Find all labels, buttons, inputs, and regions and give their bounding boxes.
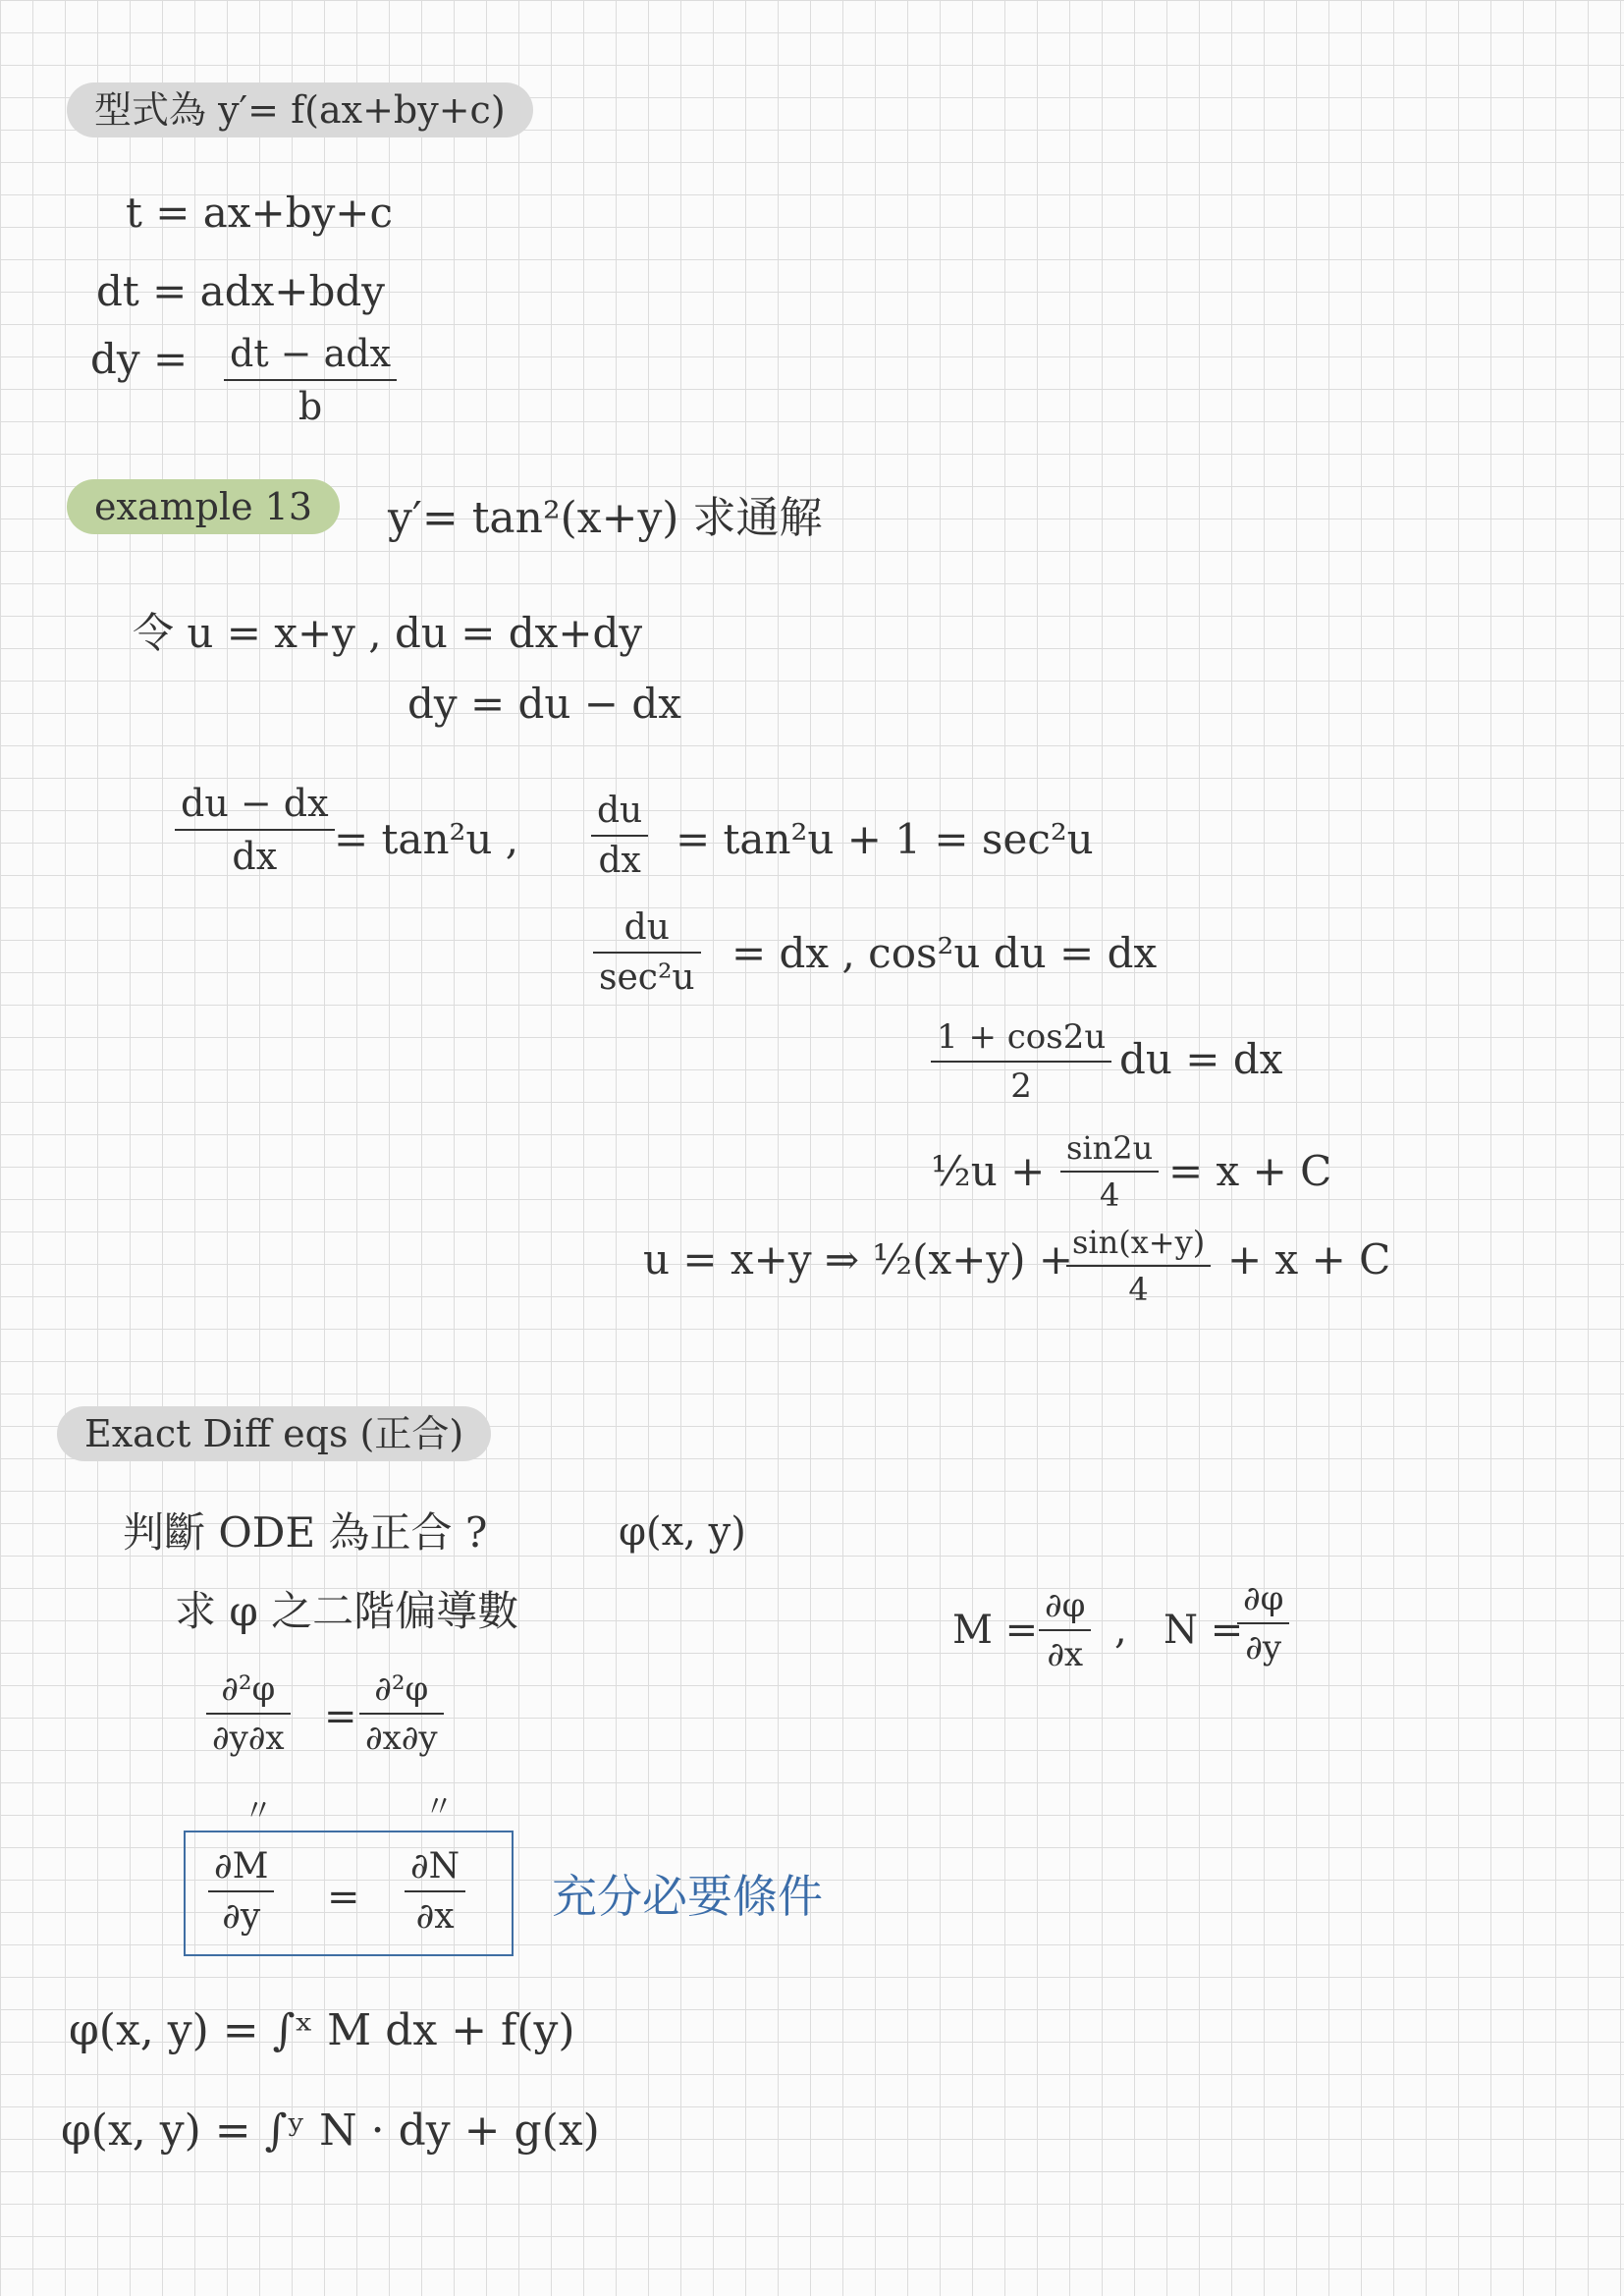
step5-denominator: 4 <box>1128 1271 1149 1308</box>
step4-numerator: sin2u <box>1066 1129 1154 1167</box>
step1-fraction-left <box>175 782 335 878</box>
step1-right-denominator: dx <box>598 841 641 881</box>
section-heading-exact: Exact Diff eqs (正合) <box>57 1406 491 1461</box>
step4-denominator: 4 <box>1099 1176 1120 1214</box>
step5-left-side: u = x+y ⇒ ½(x+y) + <box>643 1235 1074 1284</box>
necessary-sufficient-condition: 充分必要條件 <box>552 1870 823 1923</box>
mixed-right-numerator: ∂²φ <box>374 1669 429 1709</box>
differential-dt: dt = adx+bdy <box>96 267 385 315</box>
m-numerator: ∂φ <box>1045 1586 1086 1625</box>
step3-fraction <box>931 1017 1111 1106</box>
step1-left-numerator: du − dx <box>181 782 329 825</box>
phi-integral-m: φ(x, y) = ∫ˣ M dx + f(y) <box>69 2005 575 2055</box>
step5-right-side: + x + C <box>1227 1235 1391 1284</box>
mixed-equals: = <box>324 1694 357 1739</box>
example-heading: example 13 <box>67 479 340 534</box>
step1-middle: = tan²u , <box>334 815 519 863</box>
section-heading-form: 型式為 y′= f(ax+by+c) <box>67 82 533 137</box>
dy-lhs: dy = <box>90 335 189 383</box>
step1-right-side: = tan²u + 1 = sec²u <box>676 815 1094 863</box>
substitution-t: t = ax+by+c <box>126 189 394 237</box>
m-lhs: M = <box>952 1608 1039 1653</box>
substitution-u: 令 u = x+y , du = dx+dy <box>133 609 643 657</box>
step1-left-denominator: dx <box>232 835 278 878</box>
exact-question: 判斷 ODE 為正合 ? <box>123 1508 488 1557</box>
step3-denominator: 2 <box>1010 1066 1032 1106</box>
step2-denominator: sec²u <box>599 957 695 998</box>
substitution-dy: dy = du − dx <box>407 680 681 728</box>
dy-fraction-numerator: dt − adx <box>230 332 392 375</box>
boxed-left-numerator: ∂M <box>214 1846 269 1886</box>
step5-numerator: sin(x+y) <box>1072 1224 1206 1261</box>
n-fraction <box>1237 1579 1289 1667</box>
boxed-equals: = <box>327 1875 360 1920</box>
mixed-partial-right <box>359 1669 444 1758</box>
ditto-mark-right: 〃 <box>424 1790 454 1825</box>
boxed-right-numerator: ∂N <box>410 1846 460 1886</box>
dy-fraction <box>224 332 397 428</box>
step3-numerator: 1 + cos2u <box>937 1017 1107 1057</box>
mn-comma: , <box>1114 1608 1127 1653</box>
phi-integral-n: φ(x, y) = ∫ʸ N · dy + g(x) <box>61 2105 600 2156</box>
step3-right-side: du = dx <box>1119 1035 1283 1083</box>
step1-fraction-right <box>591 791 648 881</box>
boxed-right-denominator: ∂x <box>415 1896 455 1937</box>
step4-fraction <box>1060 1129 1159 1214</box>
example-problem: y′= tan²(x+y) 求通解 <box>388 493 823 543</box>
step4-right-side: = x + C <box>1168 1147 1332 1195</box>
step2-numerator: du <box>623 907 670 948</box>
ditto-mark-left: 〃 <box>244 1794 273 1829</box>
m-fraction <box>1039 1586 1091 1674</box>
step1-right-numerator: du <box>597 791 643 831</box>
n-numerator: ∂φ <box>1243 1579 1284 1618</box>
boxed-left-denominator: ∂y <box>222 1896 261 1937</box>
dy-fraction-denominator: b <box>298 385 323 428</box>
mixed-partial-left <box>206 1669 291 1758</box>
step2-fraction <box>593 907 701 998</box>
n-lhs: N = <box>1164 1608 1244 1653</box>
boxed-left-fraction <box>208 1846 274 1937</box>
second-derivative-note: 求 φ 之二階偏導數 <box>175 1587 519 1635</box>
mixed-left-numerator: ∂²φ <box>221 1669 276 1709</box>
boxed-right-fraction <box>405 1846 465 1937</box>
step2-right-side: = dx , cos²u du = dx <box>731 929 1158 977</box>
n-denominator: ∂y <box>1245 1628 1282 1667</box>
mixed-right-denominator: ∂x∂y <box>365 1719 438 1758</box>
m-denominator: ∂x <box>1047 1635 1084 1674</box>
phi-function: φ(x, y) <box>619 1509 746 1555</box>
step4-left-side: ½u + <box>931 1147 1046 1195</box>
step5-fraction <box>1066 1224 1211 1308</box>
mixed-left-denominator: ∂y∂x <box>212 1719 285 1758</box>
